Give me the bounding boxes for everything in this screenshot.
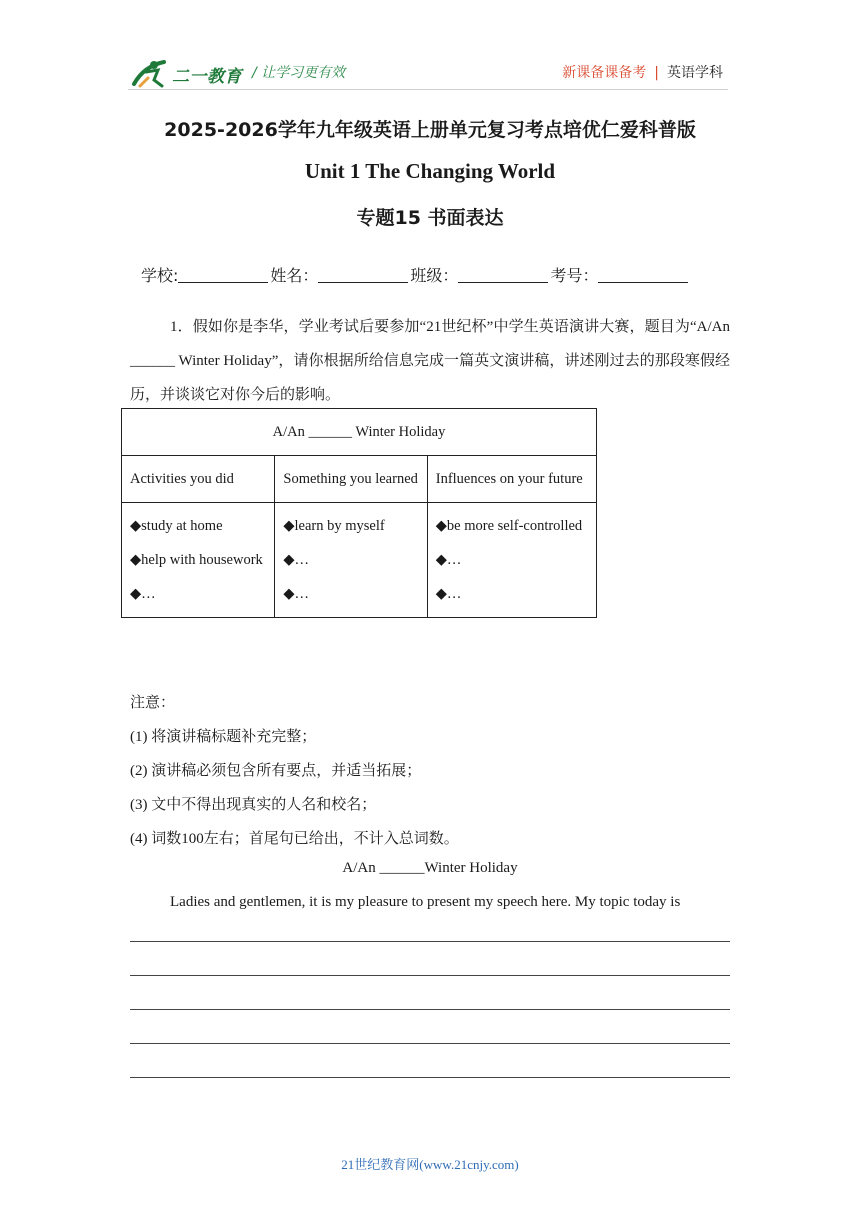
note-item: (1) 将演讲稿标题补充完整； bbox=[130, 729, 317, 745]
table-cell-influences bbox=[427, 503, 596, 618]
class-label: 班级： bbox=[410, 266, 459, 285]
writing-line[interactable] bbox=[130, 975, 730, 976]
topic-title: 专题15 书面表达 bbox=[356, 207, 504, 229]
writing-line[interactable] bbox=[130, 941, 730, 942]
header-separator: | bbox=[654, 65, 659, 81]
class-blank[interactable] bbox=[458, 266, 548, 283]
header-divider bbox=[128, 89, 728, 90]
school-label: 学校: bbox=[141, 266, 179, 285]
header-tag-subject: 英语学科 bbox=[667, 65, 723, 81]
table-header-activities: Activities you did bbox=[122, 456, 275, 503]
table-cell-learned bbox=[275, 503, 427, 618]
writing-line[interactable] bbox=[130, 1077, 730, 1078]
writing-line[interactable] bbox=[130, 1043, 730, 1044]
table-header-learned: Something you learned bbox=[275, 456, 427, 503]
table-title: A/An ______ Winter Holiday bbox=[122, 409, 597, 456]
speech-title: A/An ______Winter Holiday bbox=[342, 860, 518, 876]
footer-link[interactable]: 21世纪教育网(www.21cnjy.com) bbox=[341, 1157, 519, 1172]
note-item: (4) 词数100左右；首尾句已给出，不计入总词数。 bbox=[130, 831, 459, 847]
list-item: ◆… bbox=[435, 586, 462, 602]
number-blank[interactable] bbox=[598, 266, 688, 283]
list-item: ◆help with housework bbox=[130, 552, 263, 568]
list-item: ◆be more self-controlled bbox=[435, 518, 583, 534]
number-label: 考号： bbox=[550, 266, 599, 285]
header-tag-prep: 新课备课备考 bbox=[562, 65, 647, 81]
info-table bbox=[121, 408, 597, 618]
student-info-fields bbox=[141, 263, 690, 286]
table-cell-activities bbox=[122, 503, 275, 618]
list-item: ◆… bbox=[435, 552, 462, 568]
list-item: ◆… bbox=[283, 552, 310, 568]
list-item: ◆learn by myself bbox=[283, 518, 385, 534]
table-header-influences: Influences on your future bbox=[427, 456, 596, 503]
logo-text: 二一教育 bbox=[172, 67, 242, 87]
question-text: 1．假如你是李华，学业考试后要参加“21世纪杯”中学生英语演讲大赛，题目为“A/An ______ Winter Holiday”，请你根据所给信息完成一篇英文演讲稿，讲述刚过去的那段寒假经历，并谈谈它对你今后的影响。 bbox=[130, 319, 730, 403]
slogan: / 让学习更有效 bbox=[252, 65, 346, 81]
name-label: 姓名： bbox=[270, 266, 319, 285]
name-blank[interactable] bbox=[318, 266, 408, 283]
page-title: 2025-2026学年九年级英语上册单元复习考点培优仁爱科普版 bbox=[164, 119, 696, 141]
list-item: ◆study at home bbox=[130, 518, 223, 534]
notes bbox=[130, 686, 459, 856]
writing-line[interactable] bbox=[130, 1009, 730, 1010]
header-right bbox=[562, 62, 723, 82]
list-item: ◆… bbox=[130, 586, 156, 602]
list-item: ◆… bbox=[283, 586, 310, 602]
note-item: (3) 文中不得出现真实的人名和校名； bbox=[130, 797, 377, 813]
notes-label: 注意： bbox=[130, 695, 176, 711]
school-blank[interactable] bbox=[178, 266, 268, 283]
note-item: (2) 演讲稿必须包含所有要点，并适当拓展； bbox=[130, 763, 422, 779]
speech-opening: Ladies and gentlemen, it is my pleasure to present my speech here. My topic today is bbox=[170, 894, 681, 910]
unit-title: Unit 1 The Changing World bbox=[304, 159, 556, 183]
